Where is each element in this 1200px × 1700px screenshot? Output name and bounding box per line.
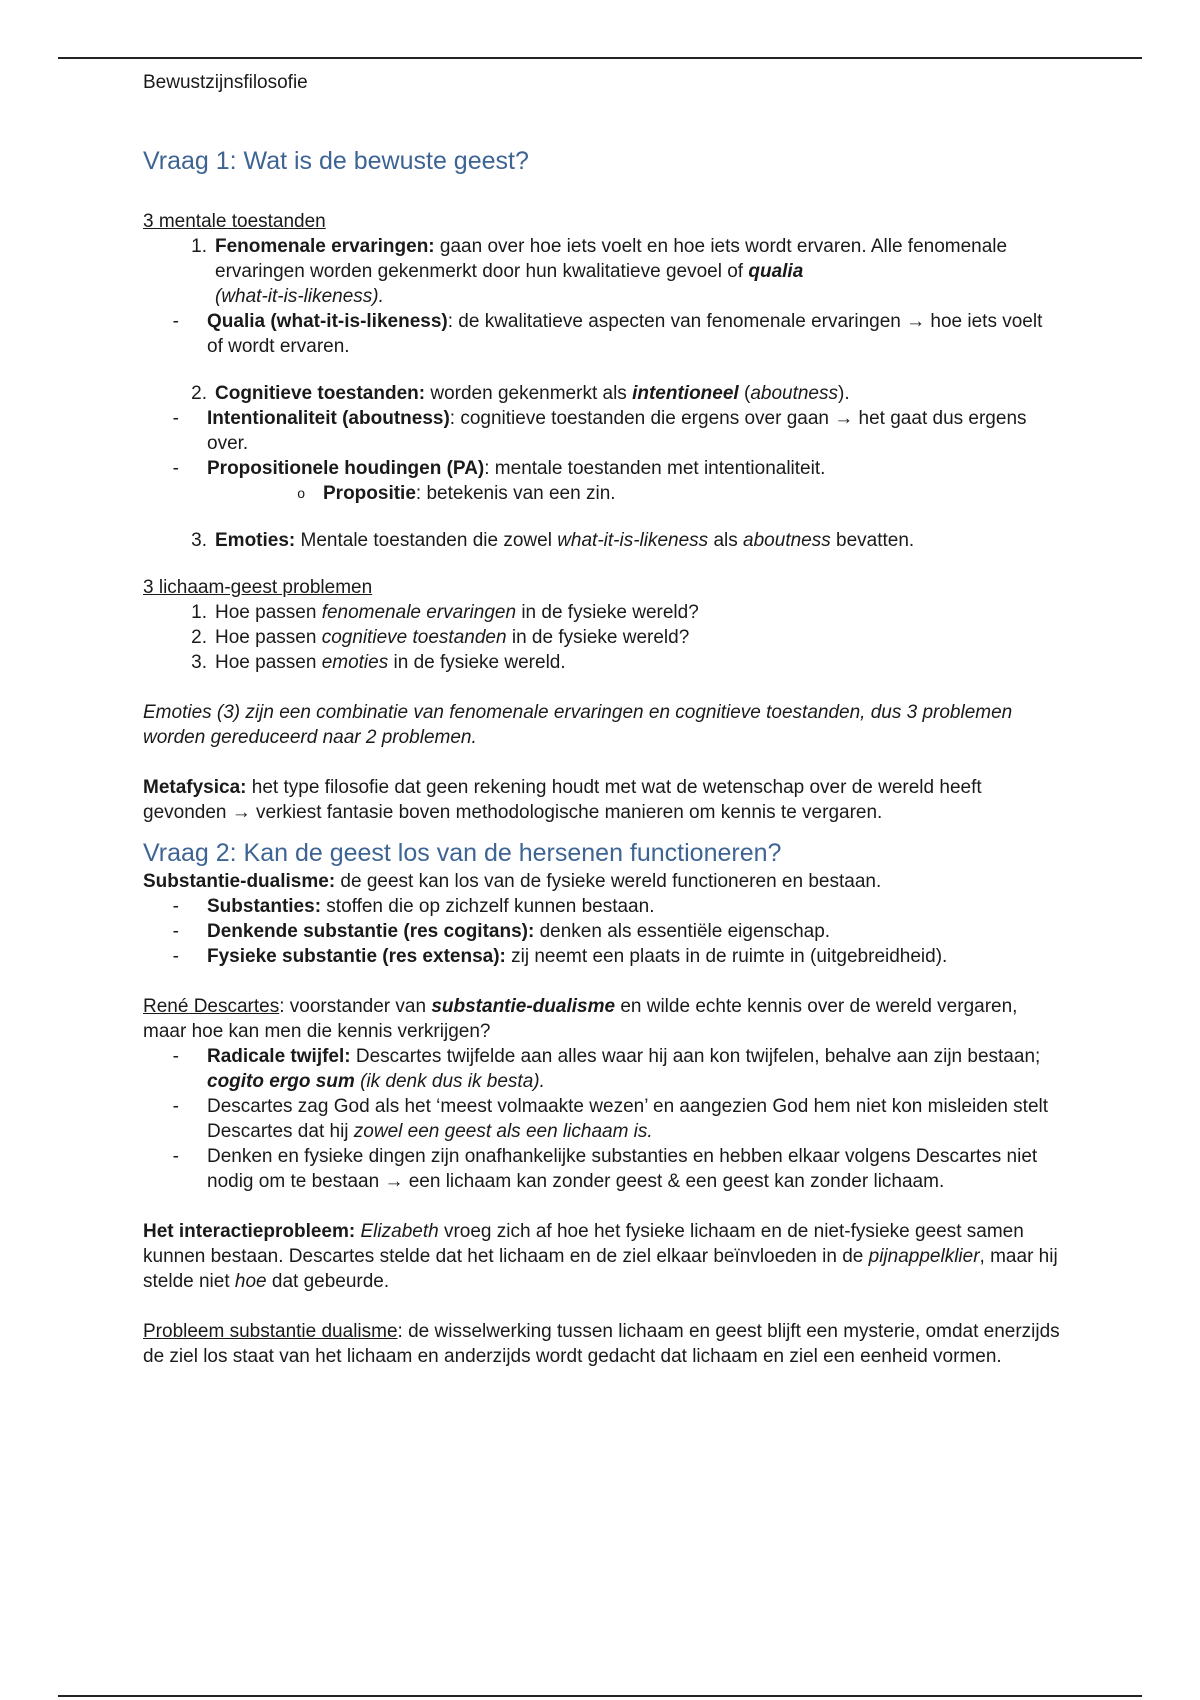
note-paragraph: Emoties (3) zijn een combinatie van fenomenale ervaringen en cognitieve toestanden, dus 3 problemen worden gereduceerd naar 2 problemen. (143, 702, 1013, 748)
list-item: - Denkende substantie (res cogitans): denken als essentiële eigenschap. (172, 921, 831, 942)
list-item: o Propositie: betekenis van een zin. (297, 483, 616, 504)
heading-vraag-1: Vraag 1: Wat is de bewuste geest? (143, 147, 529, 175)
list-item: 2. Hoe passen cognitieve toestanden in de fysieke wereld? (191, 627, 690, 648)
substantie-dualisme-paragraph: Substantie-dualisme: de geest kan los van de fysieke wereld functioneren en bestaan. (143, 871, 882, 892)
list-item: 3. Emoties: Mentale toestanden die zowel what-it-is-likeness als aboutness bevatten. (191, 530, 915, 551)
interactieprobleem-paragraph: Het interactieprobleem: Elizabeth vroeg zich af hoe het fysieke lichaam en de niet-fysieke geest samen kunnen bestaan. Descartes stelde dat het lichaam en de ziel elkaar beïnvloeden in de pijnappelklier, maar hij stelde niet hoe dat gebeurde. (143, 1221, 1058, 1292)
states-title: 3 mentale toestanden (143, 211, 326, 232)
list-item: 3. Hoe passen emoties in de fysieke wereld. (191, 652, 566, 673)
metafysica-paragraph: Metafysica: het type filosofie dat geen rekening houdt met wat de wetenschap over de wereld heeft gevonden → verkiest fantasie boven methodologische manieren om kennis te vergaren. (143, 777, 982, 823)
list-item: - Descartes zag God als het ‘meest volmaakte wezen’ en aangezien God hem niet kon misleiden stelt Descartes dat hij zowel een geest als een lichaam is. (172, 1096, 1049, 1142)
list-item: 2. Cognitieve toestanden: worden gekenmerkt als intentioneel (aboutness). (191, 383, 850, 404)
descartes-paragraph: René Descartes: voorstander van substantie-dualisme en wilde echte kennis over de wereld vergaren, maar hoe kan men die kennis verkrijgen? (143, 996, 1018, 1042)
list-item: - Qualia (what-it-is-likeness): de kwalitatieve aspecten van fenomenale ervaringen → hoe iets voelt of wordt ervaren. (172, 311, 1043, 357)
document-body (143, 145, 1063, 1369)
problems-title: 3 lichaam-geest problemen (143, 577, 373, 598)
list-item: - Intentionaliteit (aboutness): cognitieve toestanden die ergens over gaan → het gaat dus ergens over. (172, 408, 1027, 454)
heading-vraag-2: Vraag 2: Kan de geest los van de hersenen functioneren? (143, 839, 782, 867)
list-item: - Denken en fysieke dingen zijn onafhankelijke substanties en hebben elkaar volgens Descartes niet nodig om te bestaan → een lichaam kan zonder geest & een geest kan zonder lichaam. (172, 1146, 1038, 1192)
list-item: - Propositionele houdingen (PA): mentale toestanden met intentionaliteit. (172, 458, 826, 479)
footer-rule (58, 1695, 1142, 1697)
list-item: 1. Hoe passen fenomenale ervaringen in de fysieke wereld? (191, 602, 699, 623)
header-rule (58, 57, 1142, 59)
list-item: 1. Fenomenale ervaringen: gaan over hoe iets voelt en hoe iets wordt ervaren. Alle fenomenale ervaringen worden gekenmerkt door hun kwalitatieve gevoel of qualia (what-it-is-likeness). (191, 236, 1008, 307)
page-header: Bewustzijnsfilosofie (143, 72, 308, 93)
list-item: - Substanties: stoffen die op zichzelf kunnen bestaan. (172, 896, 655, 917)
list-item: - Fysieke substantie (res extensa): zij neemt een plaats in de ruimte in (uitgebreidheid). (172, 946, 948, 967)
probleem-paragraph: Probleem substantie dualisme: de wisselwerking tussen lichaam en geest blijft een mysterie, omdat enerzijds de ziel los staat van het lichaam en anderzijds wordt gedacht dat lichaam en ziel een eenheid vormen. (143, 1321, 1060, 1367)
list-item: - Radicale twijfel: Descartes twijfelde aan alles waar hij aan kon twijfelen, behalve aan zijn bestaan; cogito ergo sum (ik denk dus ik besta). (172, 1046, 1041, 1092)
